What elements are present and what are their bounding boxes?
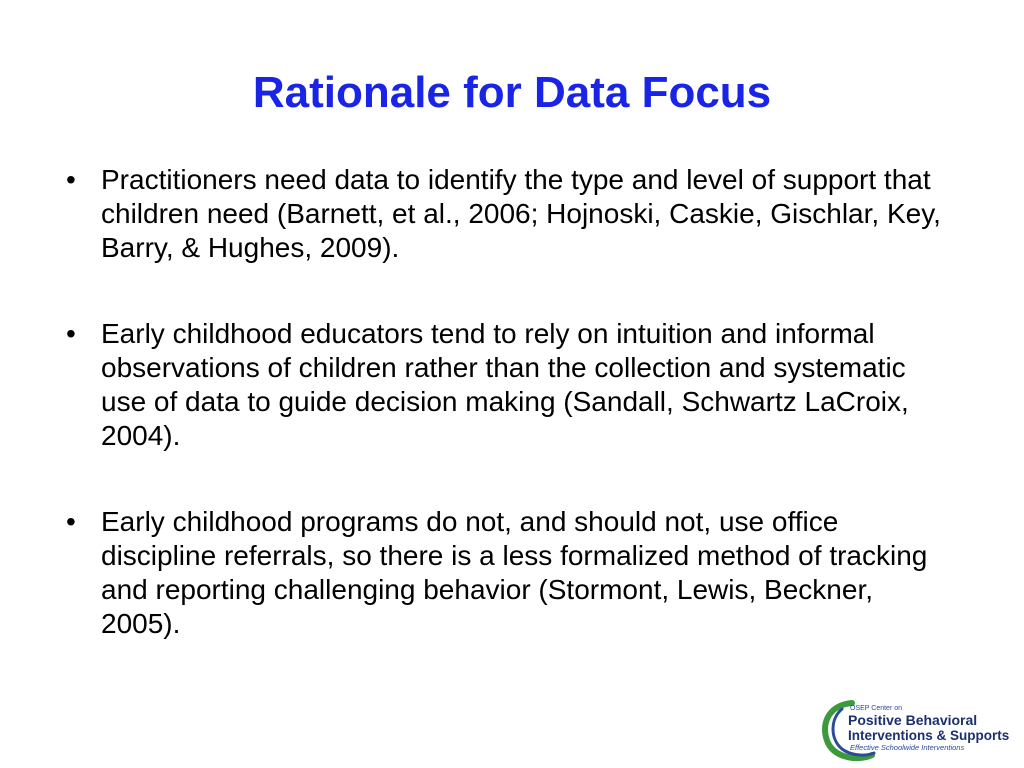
bullet-list	[66, 163, 946, 693]
bullet-marker: •	[66, 164, 76, 195]
logo-line-4: Effective Schoolwide Interventions	[850, 743, 965, 752]
bullet-text-3: Early childhood programs do not, and should not, use office discipline referrals, so there is a less formalized method of tracking and reporting challenging behavior (Stormont, Lewis, Beckner, 2005).	[101, 506, 928, 639]
bullet-item-2	[66, 317, 946, 453]
bullet-marker: •	[66, 318, 76, 349]
bullet-text-2: Early childhood educators tend to rely on intuition and informal observations of children rather than the collection and systematic use of data to guide decision making (Sandall, Schwartz LaCroix, 2004).	[101, 318, 909, 451]
bullet-marker: •	[66, 506, 76, 537]
logo-line-3: Interventions & Supports	[848, 728, 1010, 743]
logo-line-1: OSEP Center on	[850, 705, 903, 712]
bullet-text-1: Practitioners need data to identify the type and level of support that children need (Barnett, et al., 2006; Hojnoski, Caskie, Gischlar, Key, Barry, & Hughes, 2009).	[101, 164, 941, 263]
logo-line-2: Positive Behavioral	[848, 712, 978, 728]
bullet-item-3	[66, 505, 946, 641]
bullet-item-1	[66, 163, 946, 265]
pbis-logo-graphic	[820, 695, 1020, 763]
slide-title: Rationale for Data Focus	[252, 68, 772, 117]
pbis-logo	[820, 695, 1020, 763]
